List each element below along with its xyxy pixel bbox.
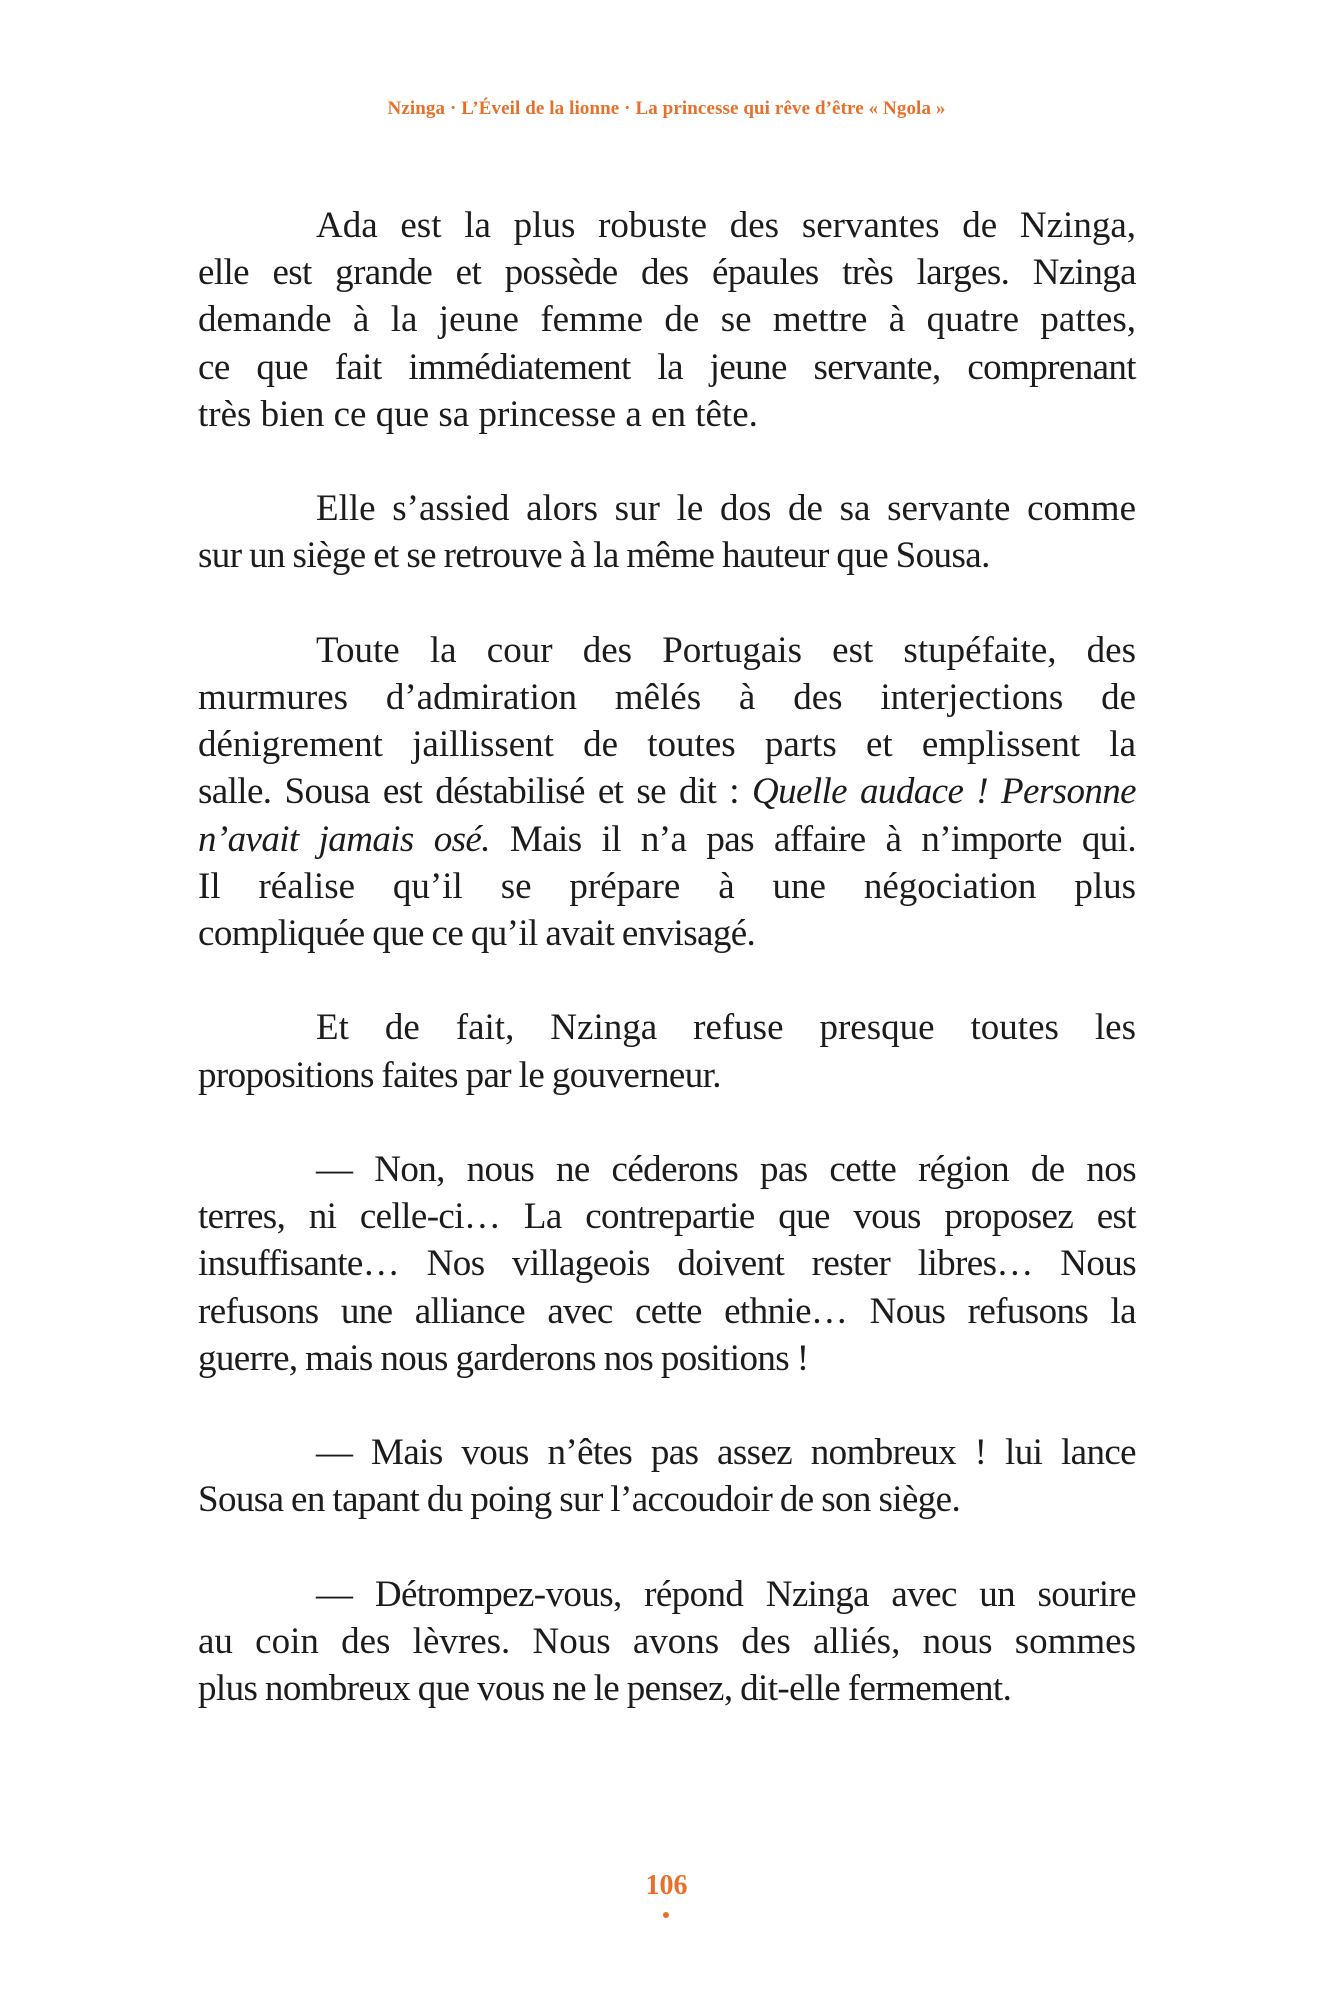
text-line — [198, 816, 1136, 863]
text-line: — Non, nous ne céderons pas cette région de nos — [316, 1149, 1136, 1190]
page-number: 106 — [645, 1870, 688, 1901]
text-segment: salle. Sousa est déstabilisé et se dit : — [198, 771, 752, 813]
text-line: — Détrompez-vous, répond Nzinga avec un sourire — [316, 1573, 1136, 1615]
text-line: propositions faites par le gouverneur. — [198, 1054, 721, 1096]
text-line: murmures d’admiration mêlés à des interjections de — [198, 677, 1136, 718]
text-line — [198, 768, 1136, 815]
text-line: Il réalise qu’il se prépare à une négociation plus — [198, 865, 1136, 907]
text-line: Toute la cour des Portugais est stupéfaite, des — [316, 629, 1136, 671]
text-line: — Mais vous n’êtes pas assez nombreux ! lui lance — [316, 1432, 1136, 1474]
paragraph-3 — [198, 627, 1136, 957]
text-line: dénigrement jaillissent de toutes parts et emplissent la — [198, 724, 1136, 766]
text-line: très bien ce que sa princesse a en tête. — [198, 393, 758, 435]
text-line: compliquée que ce qu’il avait envisagé. — [198, 913, 756, 955]
text-line: sur un siège et se retrouve à la même hauteur que Sousa. — [198, 535, 990, 577]
text-line: refusons une alliance avec cette ethnie… Nous refusons la — [198, 1290, 1136, 1332]
text-line: Ada est la plus robuste des servantes de Nzinga, — [316, 205, 1136, 246]
body-text — [198, 202, 1136, 1760]
paragraph-1 — [198, 202, 1136, 438]
text-line: ce que fait immédiatement la jeune servante, comprenant — [198, 346, 1136, 388]
paragraph-4 — [198, 1004, 1136, 1098]
text-line: au coin des lèvres. Nous avons des alliés, nous sommes — [198, 1621, 1136, 1662]
text-line: elle est grande et possède des épaules très larges. Nzinga — [198, 252, 1136, 294]
text-line: Sousa en tapant du poing sur l’accoudoir de son siège. — [198, 1479, 961, 1521]
text-line: Et de fait, Nzinga refuse presque toutes les — [316, 1007, 1136, 1049]
text-segment: Mais il n’a pas affaire à n’importe qui. — [509, 818, 1137, 860]
text-line: guerre, mais nous garderons nos positions ! — [198, 1337, 809, 1379]
paragraph-2 — [198, 485, 1136, 579]
text-line: terres, ni celle-ci… La contrepartie que vous proposez est — [198, 1196, 1136, 1238]
text-line: demande à la jeune femme de se mettre à quatre pattes, — [198, 299, 1136, 341]
running-head: Nzinga · L’Éveil de la lionne · La princesse qui rêve d’être « Ngola » — [387, 98, 946, 119]
text-line: Elle s’assied alors sur le dos de sa servante comme — [316, 488, 1136, 530]
text-line: plus nombreux que vous ne le pensez, dit-elle fermement. — [198, 1668, 1012, 1710]
inner-thought-italic: Quelle audace ! Personne — [751, 771, 1136, 813]
folio-dot-ornament — [663, 1912, 669, 1918]
inner-thought-italic: n’avait jamais osé. — [198, 818, 490, 860]
paragraph-5 — [198, 1146, 1136, 1382]
text-line: insuffisante… Nos villageois doivent rester libres… Nous — [198, 1243, 1136, 1285]
paragraph-7 — [198, 1571, 1136, 1713]
paragraph-6 — [198, 1429, 1136, 1523]
